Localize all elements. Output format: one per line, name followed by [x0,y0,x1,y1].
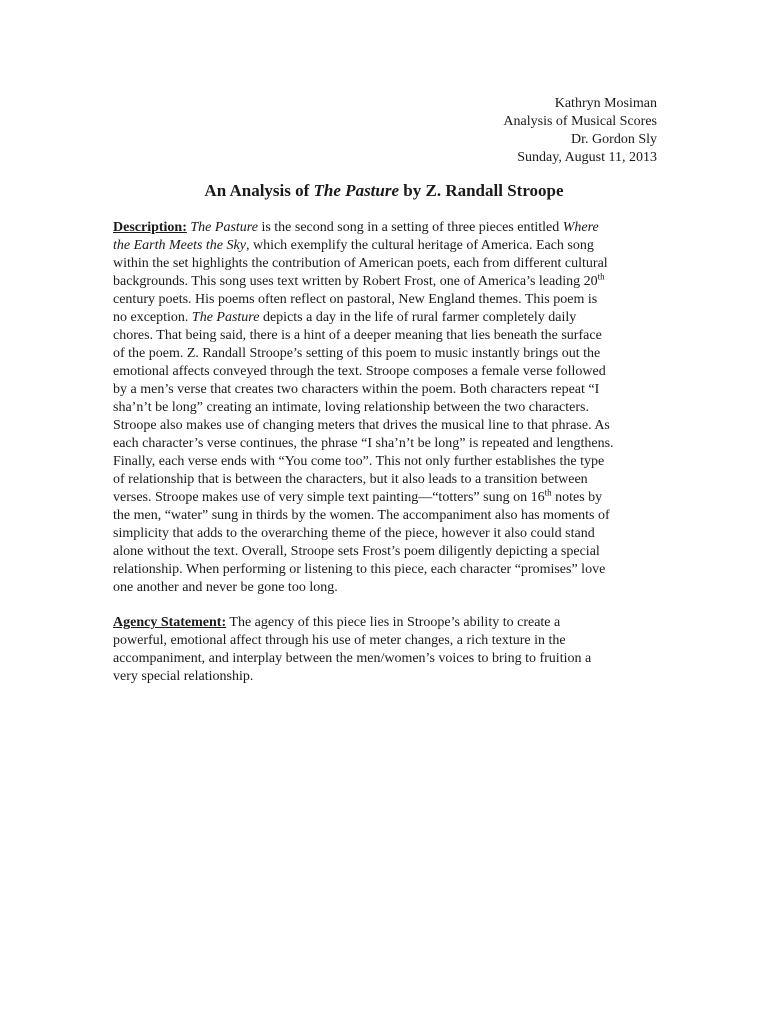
text-run: powerful, emotional affect through his use of meter changes, a rich texture in the [113,633,566,648]
text-run: , which exemplify the cultural heritage of America. Each song [245,238,594,253]
italic-text: Where [562,220,599,235]
text-line [113,309,657,327]
agency-label: Agency Statement: [113,615,227,630]
text-line [113,219,657,237]
course-name: Analysis of Musical Scores [503,114,657,129]
text-line [113,435,657,453]
title-suffix: by Z. Randall Stroope [399,181,564,200]
text-run: verses. Stroope makes use of very simple text painting—“totters” sung on 16 [113,490,545,505]
text-line [113,255,657,273]
italic-text: the Earth Meets the Sky [113,238,246,253]
text-line [113,471,657,489]
document-title [0,180,768,202]
text-run: sha’n’t be long” creating an intimate, loving relationship between the two characters. [113,400,589,415]
text-run: is the second song in a setting of three pieces entitled [257,220,563,235]
text-run: backgrounds. This song uses text written by Robert Frost, one of America’s leading 20 [113,274,598,289]
text-run: Stroope also makes use of changing meters that drives the musical line to that phrase. As [113,418,610,433]
text-line [113,507,657,525]
text-line [113,291,657,309]
text-run: chores. That being said, there is a hint of a deeper meaning that lies beneath the surface [113,328,602,343]
text-line [113,668,657,686]
text-run: century poets. His poems often reflect on pastoral, New England themes. This poem is [113,292,598,307]
title-work: The Pasture [313,181,400,200]
italic-text: The Pasture [191,310,260,325]
italic-text: The Pasture [190,220,258,235]
text-run: by a men’s verse that creates two characters within the poem. Both characters repeat “I [113,382,600,397]
text-line [113,579,657,597]
text-run: the men, “water” sung in thirds by the women. The accompaniment also has moments of [113,508,610,523]
text-run: very special relationship. [113,669,254,684]
text-run: no exception. [113,310,192,325]
text-line [113,417,657,435]
text-run: within the set highlights the contribution of American poets, each from different cultural [113,256,608,271]
title-prefix: An Analysis of [204,181,314,200]
text-line [113,399,657,417]
text-line [113,345,657,363]
text-line [113,453,657,471]
text-run: depicts a day in the life of rural farmer completely daily [259,310,577,325]
text-line [113,363,657,381]
text-run: each character’s verse continues, the phrase “I sha’n’t be long” is repeated and lengthens. [113,436,614,451]
text-line [113,237,657,255]
text-run: relationship. When performing or listening to this piece, each character “promises” love [113,562,606,577]
superscript-text: th [597,271,605,282]
description-paragraph [113,219,657,597]
text-run: of relationship that is between the characters, but it also leads to a transition between [113,472,588,487]
superscript-text: th [544,487,552,498]
text-line [113,525,657,543]
instructor-name: Dr. Gordon Sly [571,132,657,147]
text-run: emotional affects conveyed through the text. Stroope composes a female verse followed [113,364,606,379]
text-line [113,327,657,345]
text-line [113,489,657,507]
text-run: Finally, each verse ends with “You come too”. This not only further establishes the type [113,454,605,469]
document-date: Sunday, August 11, 2013 [517,150,657,165]
text-run: The agency of this piece lies in Stroope’s ability to create a [226,615,561,630]
text-line [113,543,657,561]
text-run: alone without the text. Overall, Stroope sets Frost’s poem diligently depicting a special [113,544,600,559]
text-run: simplicity that adds to the overarching theme of the piece, however it also could stand [113,526,595,541]
author-name: Kathryn Mosiman [554,96,657,111]
text-line [113,381,657,399]
text-run: accompaniment, and interplay between the men/women’s voices to bring to fruition a [113,651,592,666]
text-line [113,650,657,668]
text-line [113,561,657,579]
text-line [113,614,657,632]
text-line [113,632,657,650]
text-run: notes by [551,490,603,505]
text-line [113,273,657,291]
header-block [503,95,657,167]
description-label: Description: [113,220,187,235]
text-run: one another and never be gone too long. [113,580,338,595]
agency-statement-paragraph [113,614,657,686]
text-run: of the poem. Z. Randall Stroope’s setting of this poem to music instantly brings out the [113,346,601,361]
